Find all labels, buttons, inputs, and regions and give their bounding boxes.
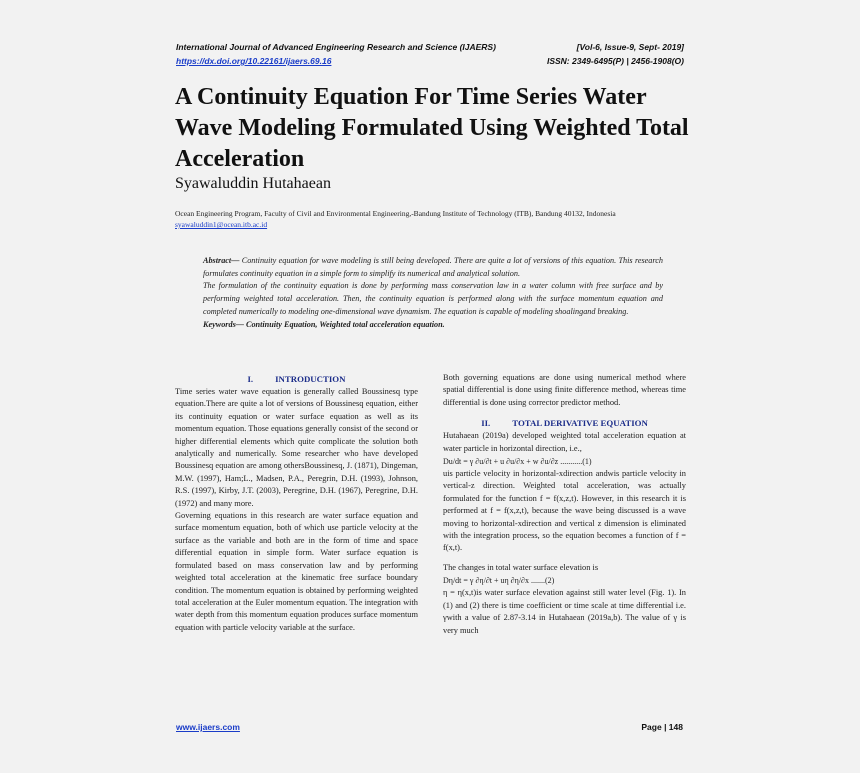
keywords-line — [203, 319, 663, 332]
spacer — [443, 555, 686, 562]
left-column — [175, 372, 418, 634]
abstract-paragraph — [203, 255, 663, 280]
section-number: I. — [247, 374, 254, 384]
affiliation-block — [175, 208, 675, 230]
keywords-label: Keywords— — [203, 319, 244, 329]
derivative-paragraph-4: η = η(x,t)is water surface elevation against still water level (Fig. 1). In (1) and (2) there is time coefficient or time scale at time differential i.e. γwith a value of 2.87-3.14 in Hutahaean (2019a,b). The value of γ is very much — [443, 588, 686, 635]
equation-2: Dη/dt = γ ∂η/∂t + uη ∂η/∂x .......(2) — [443, 576, 555, 586]
derivative-paragraph-2: uis particle velocity in horizontal-xdirection andwis particle velocity in vertical-z direction. Weighted total acceleration, was actually formulated for the function f = f(x,z,t). However, in this research it is performed at f = f(x,z,t), because the wave being discussed is a wave moving to horizontal-xdirection and vertical z dimension is eliminated with the integration process, so the equation becomes a function of f = f(x,t). — [443, 469, 686, 553]
page-number: Page | 148 — [641, 722, 683, 732]
author-name: Syawaluddin Hutahaean — [175, 175, 331, 192]
keywords-text: Continuity Equation, Weighted total acceleration equation. — [243, 319, 445, 329]
affiliation: Ocean Engineering Program, Faculty of Civil and Environmental Engineering,-Bandung Institute of Technology (ITB), Bandung 40132, Indonesia — [175, 209, 616, 218]
derivative-paragraph-1: Hutahaean (2019a) developed weighted total acceleration equation at water particle in horizontal direction, i.e., — [443, 431, 686, 453]
volume-issue: [Vol-6, Issue-9, Sept- 2019] — [576, 42, 684, 52]
intro-paragraph-2: Governing equations in this research are water surface equation and surface momentum equation, both of which use particle velocity at the surface as the variable and both are in the form of time and space differential equation in simple form. Water surface equation is formulated based on mass conservation law and by performing weighted total acceleration at the kinematic free surface boundary condition. The momentum equation is obtained by performing weighted total acceleration at the Euler momentum equation. The integration with water depth from this momentum equation produces surface momentum equation with particle velocity variable at the surface. — [175, 511, 418, 632]
section-number: II. — [481, 418, 491, 429]
paper-title: A Continuity Equation For Time Series Water Wave Modeling Formulated Using Weighted Total Acceleration — [175, 84, 689, 172]
issn: ISSN: 2349-6495(P) | 2456-1908(O) — [546, 56, 684, 66]
spacer — [443, 409, 686, 416]
section-title: INTRODUCTION — [275, 374, 346, 384]
abstract-text-2: The formulation of the continuity equation is done by performing mass conservation law in a water column with free surface and by performing weighted total acceleration. Then, the continuity equation is performed along with the surface momentum equation and completed numerically to modeling one-dimensional wave dynamism. The equation is capable of modeling shoalingand breaking. — [203, 281, 663, 316]
right-column — [443, 372, 686, 637]
journal-website-link[interactable]: www.ijaers.com — [176, 722, 240, 732]
abstract-label: Abstract— — [203, 256, 240, 265]
abstract-text-1: Continuity equation for wave modeling is still being developed. There are quite a lot of versions of this equation. This research formulates continuity equation in a simple form to simplify its numerical and analytical solution. — [203, 256, 663, 278]
section-heading-total-derivative — [443, 416, 686, 430]
intro-paragraph-3: Both governing equations are done using numerical method where spatial differential is done using finite difference method, whereas time differential is done using corrector predictor method. — [443, 373, 686, 407]
journal-name: International Journal of Advanced Engineering Research and Science (IJAERS) — [176, 42, 496, 52]
abstract-block — [203, 255, 663, 331]
email-link[interactable]: syawaluddin1@ocean.itb.ac.id — [175, 220, 268, 229]
intro-paragraph-1: Time series water wave equation is generally called Boussinesq type equation.There are quite a lot of versions of Boussinesq equation, either its continuity equation or water surface equation as well as its momentum equation. Those equations generally consist of the second or higher differential elements which quite complicate the solution both analytically and numerically. Some researcher who have developed Boussinesq equation are among othersBoussinesq, J. (1871), Dingeman, M.W. (1997), Ham;L., Madsen, P.A., Peregrin, D.H. (1993), Johnson, R.S. (1997), Kirby, J.T. (2003), Peregrine, D.H. (1967), Peregrine, D.H. (1972) and many more. — [175, 387, 418, 508]
running-header-right — [547, 40, 684, 68]
derivative-paragraph-3: The changes in total water surface elevation is — [443, 562, 599, 572]
doi-link[interactable]: https://dx.doi.org/10.22161/ijaers.69.16 — [176, 56, 332, 66]
section-heading-introduction — [175, 372, 418, 386]
equation-1: Du/dt = γ ∂u/∂t + u ∂u/∂x + w ∂u/∂z ...........(1) — [443, 457, 592, 467]
section-title: TOTAL DERIVATIVE EQUATION — [512, 418, 648, 429]
running-header-left — [176, 40, 496, 68]
